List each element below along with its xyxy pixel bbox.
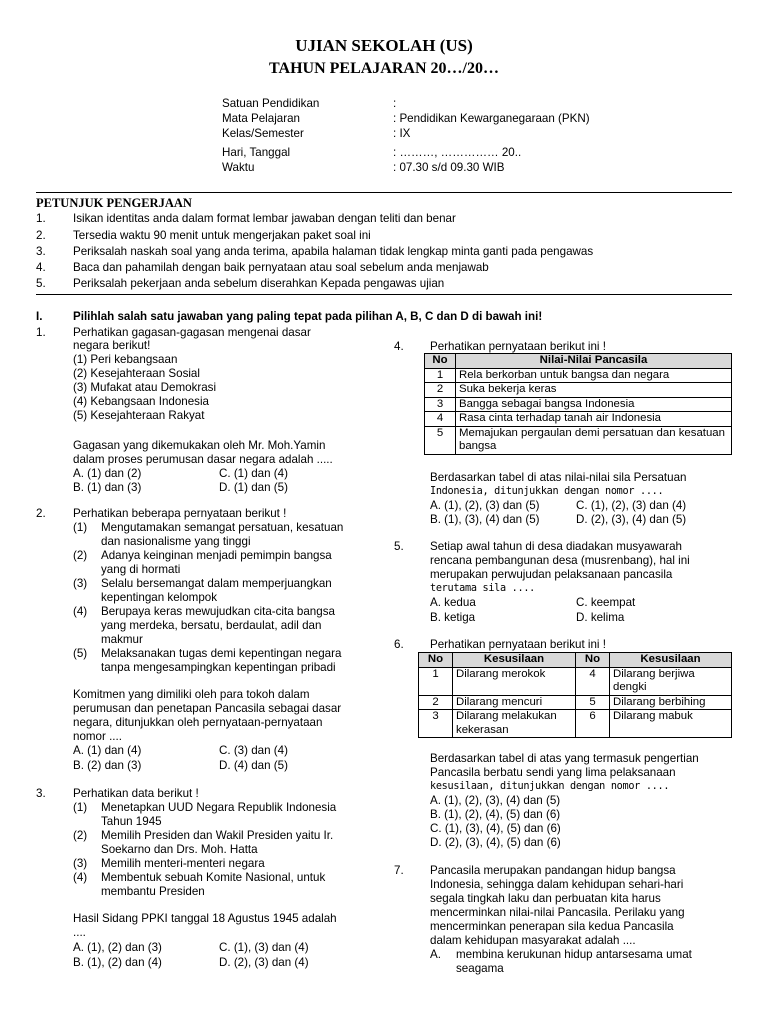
table-row: 2 Dilarang mencuri 5 Dilarang berbihing <box>419 695 732 710</box>
divider <box>36 192 732 193</box>
instruction-number: 2. <box>36 229 46 242</box>
instruction-text: Isikan identitas anda dalam format lembar jawaban dengan teliti dan benar <box>73 212 456 225</box>
option[interactable]: C. (1) dan (4) <box>219 467 288 480</box>
option[interactable]: D. kelima <box>576 611 625 624</box>
table-row: 5 Memajukan pergaulan demi persatuan dan kesatuan bangsa <box>425 426 732 454</box>
table-header-row: No Kesusilaan No Kesusilaan <box>419 653 732 668</box>
divider <box>36 294 732 295</box>
table-row: 1 Rela berkorban untuk bangsa dan negara <box>425 368 732 383</box>
instruction-text: Periksalah pekerjaan anda sebelum diserahkan Kepada pengawas ujian <box>73 277 445 290</box>
option[interactable]: B. (1), (3), (4) dan (5) <box>430 513 540 526</box>
option[interactable]: C. (1), (3), (4), (5) dan (6) <box>430 822 561 835</box>
exam-year: TAHUN PELAJARAN 20…/20… <box>269 60 499 77</box>
option[interactable]: membina kerukunan hidup antarsesama umat <box>456 948 692 961</box>
instruction-text: Baca dan pahamilah dengan baik pernyataan atau soal sebelum anda menjawab <box>73 261 489 274</box>
exam-title: UJIAN SEKOLAH (US) <box>295 36 473 55</box>
table-row: 2 Suka bekerja keras <box>425 383 732 398</box>
option[interactable]: B. ketiga <box>430 611 476 624</box>
instruction-number: 5. <box>36 277 46 290</box>
table-row: 3 Dilarang melakukan kekerasan 6 Dilarang mabuk <box>419 710 732 738</box>
option[interactable]: A. kedua <box>430 596 476 609</box>
table-row: 4 Rasa cinta terhadap tanah air Indonesia <box>425 412 732 427</box>
option[interactable]: A. (1), (2), (3), (4) dan (5) <box>430 794 561 807</box>
question-number: 7. <box>394 864 404 877</box>
section-instruction: Pilihlah salah satu jawaban yang paling tepat pada pilihan A, B, C dan D di bawah ini! <box>73 310 543 323</box>
question-number: 1. <box>36 326 46 339</box>
option[interactable]: A. (1) dan (4) <box>73 744 142 757</box>
instruction-number: 1. <box>36 212 46 225</box>
option[interactable]: C. (1), (2), (3) dan (4) <box>576 499 687 512</box>
option[interactable]: D. (2), (3) dan (4) <box>219 956 309 969</box>
question-number: 6. <box>394 638 404 651</box>
option[interactable]: C. keempat <box>576 596 636 609</box>
table-row: 1 Dilarang merokok 4 Dilarang berjiwa dengki <box>419 667 732 695</box>
instructions-title: PETUNJUK PENGERJAAN <box>36 196 192 210</box>
option[interactable]: A. (1) dan (2) <box>73 467 142 480</box>
instruction-number: 3. <box>36 245 46 258</box>
option[interactable]: A. (1), (2), (3) dan (5) <box>430 499 540 512</box>
question-number: 4. <box>394 340 404 353</box>
option[interactable]: D. (1) dan (5) <box>219 481 288 494</box>
option[interactable]: D. (2), (3), (4), (5) dan (6) <box>430 836 561 849</box>
pancasila-values-table <box>424 353 732 455</box>
option[interactable]: B. (2) dan (3) <box>73 759 142 772</box>
kesusilaan-table <box>418 652 732 738</box>
question-number: 2. <box>36 507 46 520</box>
instruction-text: Periksalah naskah soal yang anda terima, apabila halaman tidak lengkap minta ganti pada pengawas <box>73 245 594 258</box>
section-number: I. <box>36 310 43 323</box>
instruction-number: 4. <box>36 261 46 274</box>
option[interactable]: B. (1), (2), (4), (5) dan (6) <box>430 808 561 821</box>
option[interactable]: D. (2), (3), (4) dan (5) <box>576 513 687 526</box>
table-header-row: No Nilai-Nilai Pancasila <box>425 354 732 369</box>
option[interactable]: A. (1), (2) dan (3) <box>73 941 162 954</box>
option[interactable]: seagama <box>456 962 504 975</box>
option[interactable]: C. (3) dan (4) <box>219 744 288 757</box>
option[interactable]: B. (1), (2) dan (4) <box>73 956 162 969</box>
option[interactable]: D. (4) dan (5) <box>219 759 288 772</box>
option[interactable]: B. (1) dan (3) <box>73 481 142 494</box>
instruction-text: Tersedia waktu 90 menit untuk mengerjakan paket soal ini <box>73 229 371 242</box>
option-letter[interactable]: A. <box>430 948 441 961</box>
table-row: 3 Bangga sebagai bangsa Indonesia <box>425 397 732 412</box>
question-number: 3. <box>36 787 46 800</box>
question-number: 5. <box>394 540 404 553</box>
option[interactable]: C. (1), (3) dan (4) <box>219 941 309 954</box>
